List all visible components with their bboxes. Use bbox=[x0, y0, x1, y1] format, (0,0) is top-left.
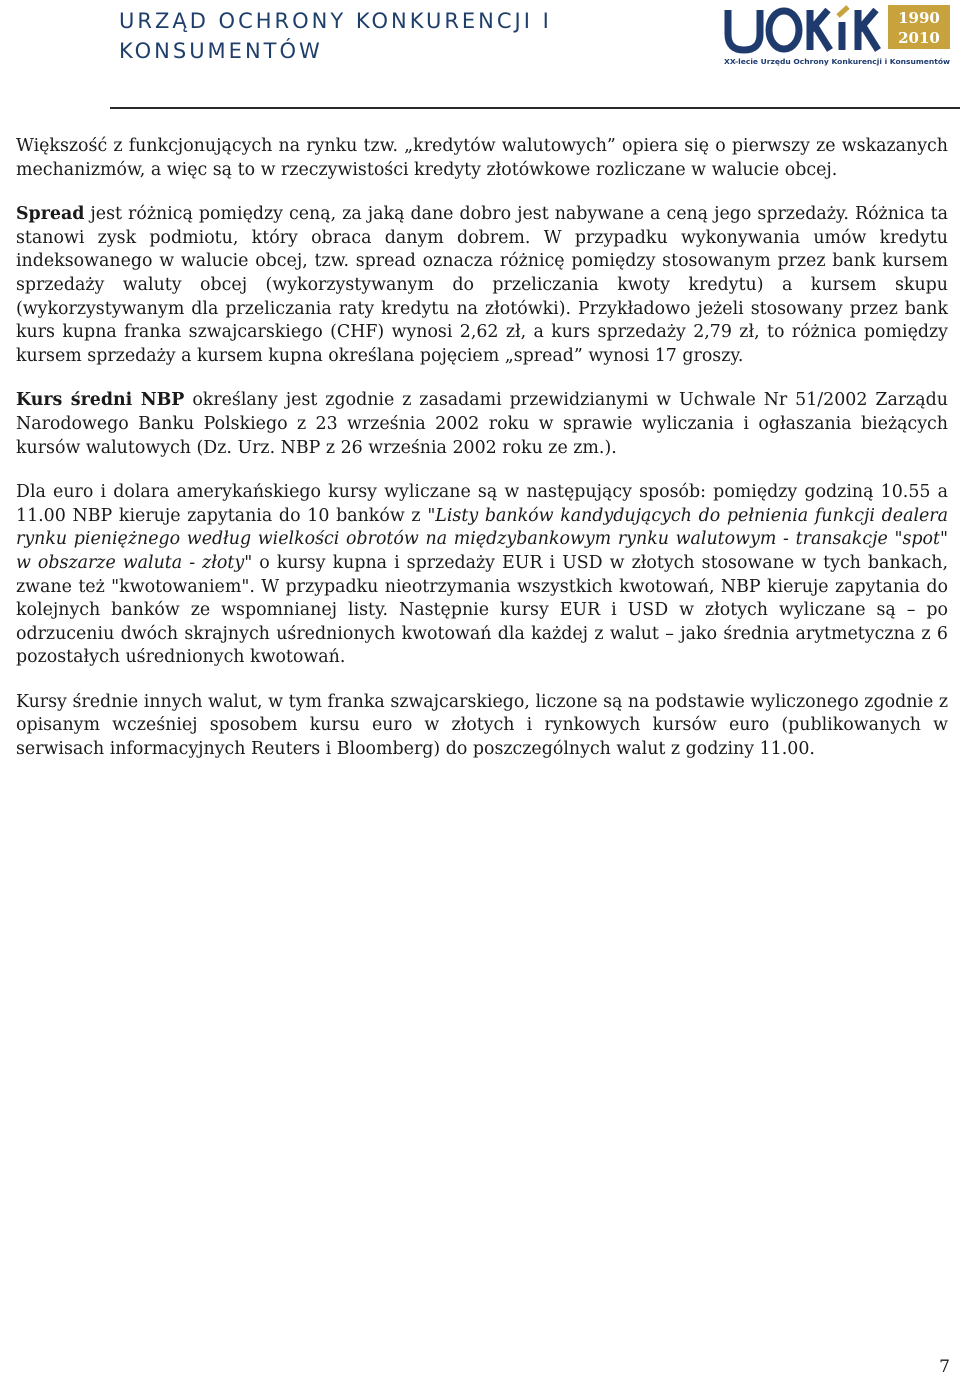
dealer-list-title: "Listy banków kandydujących do pełnienia funkcji dealera rynku pieniężnego według wielkości obrotów na międzybankowym rynku walutowym - transakcje "spot" w obszarze waluta - złoty" bbox=[16, 505, 948, 573]
logo-letter-o bbox=[769, 11, 799, 49]
paragraph-currency-loans: Większość z funkcjonujących na rynku tzw. „kredytów walutowych” opiera się o pierwszy ze wskazanych mechanizmów, a więc są to w rzeczywistości kredyty złotówkowe rozliczane w walucie obcej. bbox=[16, 136, 948, 180]
office-name bbox=[119, 6, 552, 66]
logo-accent bbox=[838, 7, 848, 16]
logo-caption: XX-lecie Urzędu Ochrony Konkurencji i Konsumentów bbox=[724, 57, 951, 66]
header-divider bbox=[110, 107, 960, 109]
logo-year-start: 1990 bbox=[898, 9, 940, 27]
logo-letter-k bbox=[810, 10, 830, 50]
nbp-rate-description: określany jest zgodnie z zasadami przewidzianymi w Uchwale Nr 51/2002 Zarządu Narodowego Banku Polskiego z 23 września 2002 roku w sprawie wyliczania i ogłaszania bieżących kursów walutowych (Dz. Urz. NBP z 26 września 2002 roku ze zm.). bbox=[16, 390, 948, 458]
logo-letter-u bbox=[728, 10, 760, 50]
term-nbp-average-rate: Kurs średni NBP bbox=[16, 390, 185, 411]
logo-letter-k2 bbox=[858, 10, 878, 50]
spread-example: W przypadku wykonywania umów kredytu indeksowanego w walucie obcej, tzw. spread oznacza różnicę pomiędzy stosowanym przez bank kursem sprzedaży waluty obcej (wykorzystywanym do przeliczania kwoty kredytu) a kursem skupu (wykorzystywanym dla przeliczania raty kredytu na złotówki). Przykładowo jeżeli stosowany przez bank kurs kupna franka szwajcarskiego (CHF) wynosi 2,62 zł, a kurs sprzedaży 2,79 zł, to różnica pomiędzy kursem sprzedaży a kursem kupna określana pojęciem „spread” wynosi 17 groszy. bbox=[16, 227, 948, 366]
paragraph-eur-usd-method bbox=[16, 481, 948, 670]
method-start: 10.55 a 11.00 NBP kieruje zapytania do 10 banków z bbox=[16, 482, 948, 526]
paragraph-other-currencies: Kursy średnie innych walut, w tym franka szwajcarskiego, liczone są na podstawie wyliczonego zgodnie z opisanym wcześniej sposobem kursu euro w złotych i rynkowych kursów euro (publikowanych w serwisach informacyjnych Reuters i Bloomberg) do poszczególnych walut z godziny 11.00. bbox=[16, 691, 948, 760]
document-body bbox=[16, 135, 948, 762]
page-header bbox=[0, 0, 960, 110]
office-name-line1: URZĄD OCHRONY KONKURENCJI I bbox=[119, 9, 552, 33]
paragraph-nbp-rate bbox=[16, 389, 948, 460]
office-name-line2: KONSUMENTÓW bbox=[119, 39, 323, 63]
paragraph-spread bbox=[16, 203, 948, 368]
term-spread: Spread bbox=[16, 204, 85, 225]
method-rest: o kursy kupna i sprzedaży EUR i USD w złotych stosowane w tych bankach, zwane też "kwotowaniem". W przypadku nieotrzymania wszystkich kwotowań, NBP kieruje zapytania do kolejnych banków ze wspomnianej listy. Następnie kursy EUR i USD w złotych wyliczane są – po odrzuceniu dwóch skrajnych uśrednionych kwotowań dla każdej z walut – jako średnia arytmetyczna z 6 pozostałych uśrednionych kwotowań. bbox=[16, 552, 948, 668]
logo-year-end: 2010 bbox=[898, 29, 940, 47]
uokik-anniversary-logo bbox=[724, 4, 952, 68]
method-intro: Dla euro i dolara amerykańskiego kursy wyliczane są w następujący sposób: pomiędzy godziną bbox=[16, 482, 874, 503]
page-number: 7 bbox=[939, 1357, 950, 1377]
spread-definition: jest różnicą pomiędzy ceną, za jaką dane dobro jest nabywane a ceną jego sprzedaży. Różnica ta stanowi zysk podmiotu, który obraca danym dobrem. bbox=[16, 204, 948, 248]
